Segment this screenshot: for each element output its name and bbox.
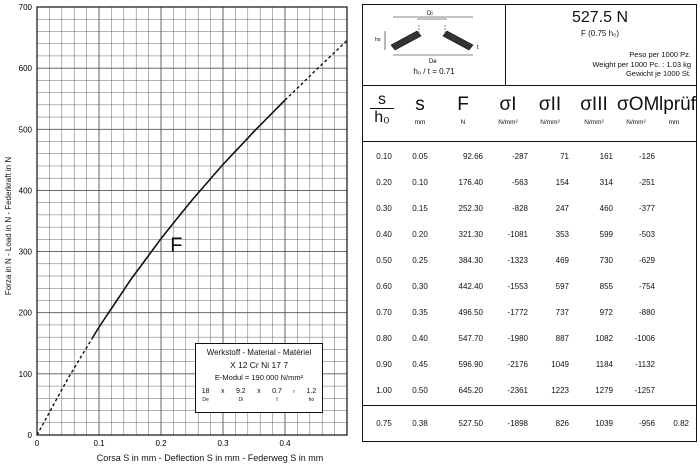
- dimension-item: [236, 388, 246, 404]
- material-box: [195, 343, 323, 413]
- table-cell: -503: [638, 230, 655, 239]
- series-label-f: F: [170, 234, 183, 257]
- table-row: [363, 306, 696, 324]
- header-cell: [405, 85, 435, 141]
- table-row: [363, 202, 696, 220]
- y-tick-label: 600: [18, 64, 32, 74]
- y-tick-label: 0: [27, 431, 32, 440]
- table-cell: 0.20: [376, 178, 392, 187]
- table-row: [363, 332, 696, 350]
- dimension-value: 9.2: [235, 388, 246, 395]
- y-tick-label: 500: [18, 125, 32, 135]
- material-title: Werkstoff - Material - Matériel: [206, 348, 312, 357]
- table-row: [363, 280, 696, 298]
- table-cell: 0.38: [412, 419, 428, 428]
- dimension-value: x: [257, 388, 261, 395]
- table-cell: 252.30: [458, 204, 483, 213]
- table-cell: -1898: [507, 419, 528, 428]
- nominal-force-sub: F (0.75 h₀): [581, 29, 619, 38]
- table-cell: 0.75: [376, 419, 392, 428]
- table-cell: 1223: [551, 386, 569, 395]
- table-cell: 0.20: [412, 230, 428, 239]
- dimension-item: [202, 388, 210, 404]
- table-cell: 855: [599, 282, 613, 291]
- dimension-value: 1.2: [306, 388, 317, 395]
- table-cell: -377: [638, 204, 655, 213]
- table-cell: 321.30: [458, 230, 483, 239]
- table-row: [363, 228, 696, 246]
- table-cell: 1049: [551, 360, 569, 369]
- y-tick-label: 700: [18, 3, 32, 12]
- table-cell: 0.10: [412, 178, 428, 187]
- table-cell: 71: [560, 152, 569, 161]
- header-unit: N: [460, 119, 466, 126]
- table-cell: -1980: [507, 334, 528, 343]
- dimension-symbol: De: [202, 397, 209, 403]
- table-cell: 730: [599, 256, 613, 265]
- table-cell: 460: [599, 204, 613, 213]
- table-cell: 442.40: [458, 282, 483, 291]
- table-cell: 0.82: [673, 419, 689, 428]
- header-cell: [617, 85, 660, 141]
- table-cell: 496.50: [458, 308, 483, 317]
- x-tick-label: 0.4: [279, 439, 291, 448]
- table-cell: -287: [511, 152, 528, 161]
- dimension-symbol: Di: [238, 397, 244, 403]
- table-cell: -1132: [635, 360, 655, 369]
- table-cell: 1279: [595, 386, 613, 395]
- header-symbol: σII: [538, 94, 562, 115]
- dimension-value: 18: [201, 388, 210, 395]
- table-row: [363, 254, 696, 272]
- dimension-symbol: t: [276, 397, 278, 403]
- table-row: [363, 176, 696, 194]
- header-unit: N/mm²: [584, 119, 604, 126]
- table-cell: -1006: [634, 334, 655, 343]
- table-cell: 92.66: [462, 152, 483, 161]
- header-symbol: σIII: [580, 94, 608, 115]
- table-cell: 1.00: [376, 386, 392, 395]
- table-cell: -1323: [507, 256, 528, 265]
- table-cell: 0.40: [376, 230, 392, 239]
- dimension-item: [221, 388, 225, 404]
- material-grade: X 12 Cr Ni 17 7: [229, 360, 289, 370]
- x-axis-label: Corsa S in mm - Deflection S in mm - Federweg S in mm: [96, 453, 324, 463]
- x-tick-label: 0.2: [155, 439, 167, 448]
- header-cell: [575, 85, 613, 141]
- spec-header: [363, 5, 696, 86]
- y-tick-label: 300: [18, 247, 32, 257]
- table-cell: -2361: [507, 386, 528, 395]
- table-row: [363, 150, 696, 168]
- table-row: [363, 417, 696, 435]
- spec-panel: [362, 4, 697, 442]
- header-symbol: σOM: [617, 94, 660, 115]
- table-cell: 972: [599, 308, 613, 317]
- table-cell: 0.30: [376, 204, 392, 213]
- x-tick-label: 0.3: [217, 439, 229, 448]
- table-cell: 0.40: [412, 334, 428, 343]
- table-cell: 0.10: [376, 152, 392, 161]
- table-cell: 384.30: [458, 256, 483, 265]
- gewicht-label: Gewicht je 1000 St.: [625, 69, 691, 78]
- table-cell: 0.30: [412, 282, 428, 291]
- table-cell: 0.15: [412, 204, 428, 213]
- table-row: [363, 384, 696, 402]
- table-cell: 0.35: [412, 308, 428, 317]
- header-unit: mm: [668, 119, 680, 126]
- y-tick-label: 200: [18, 308, 32, 318]
- dimension-list: [196, 388, 322, 404]
- table-cell: 737: [555, 308, 569, 317]
- header-cell: [443, 85, 483, 141]
- dimension-item: [272, 388, 282, 404]
- table-row: [363, 358, 696, 376]
- table-cell: -251: [638, 178, 655, 187]
- table-nominal-row: [363, 405, 696, 442]
- t-label: t: [477, 45, 479, 51]
- table-cell: 887: [555, 334, 569, 343]
- table-cell: -629: [638, 256, 655, 265]
- table-cell: 826: [555, 419, 569, 428]
- table-cell: 247: [555, 204, 569, 213]
- peso-label: Peso per 1000 Pz.: [629, 50, 691, 59]
- table-cell: 176.40: [458, 178, 483, 187]
- table-cell: 0.80: [376, 334, 392, 343]
- header-symbol: lprüf: [659, 94, 696, 115]
- weight-label: Weight per 1000 Pc. : 1.03 kg: [592, 59, 691, 69]
- table-cell: 1082: [595, 334, 613, 343]
- table-cell: 0.45: [412, 360, 428, 369]
- table-cell: 469: [555, 256, 569, 265]
- table-cell: 0.05: [412, 152, 428, 161]
- table-cell: -1257: [634, 386, 655, 395]
- header-cell: [488, 85, 528, 141]
- x-tick-label: 0.1: [93, 439, 105, 448]
- dimension-item: [293, 388, 295, 404]
- table-cell: 314: [599, 178, 613, 187]
- dimension-item: [257, 388, 261, 404]
- header-cell: [531, 85, 569, 141]
- dimension-symbol: ho: [308, 397, 315, 403]
- material-modulus: E-Modul = 190 000 N/mm²: [214, 373, 304, 382]
- header-symbol: σI: [499, 94, 517, 115]
- table-cell: 645.20: [458, 386, 483, 395]
- table-cell: 0.50: [412, 386, 428, 395]
- table-cell: 0.70: [376, 308, 392, 317]
- dimension-symbol: r: [293, 389, 296, 395]
- header-symbol: s: [415, 94, 425, 115]
- table-cell: -1081: [507, 230, 528, 239]
- table-cell: 0.90: [376, 360, 392, 369]
- table-cell: 547.70: [458, 334, 483, 343]
- table-cell: 353: [555, 230, 569, 239]
- y-tick-label: 400: [18, 186, 32, 196]
- x-tick-label: 0: [34, 439, 40, 448]
- table-cell: 599: [599, 230, 613, 239]
- dimension-item: [306, 388, 316, 404]
- dimension-value: 0.7: [272, 388, 282, 395]
- table-cell: -754: [638, 282, 655, 291]
- table-cell: -126: [638, 152, 655, 161]
- weight-info: [513, 50, 691, 79]
- header-symbol: F: [457, 94, 469, 115]
- table-cell: 0.50: [376, 256, 392, 265]
- table-cell: -2176: [507, 360, 528, 369]
- ho-label: ho: [375, 37, 381, 43]
- table-cell: 1184: [595, 360, 613, 369]
- table-cell: -956: [638, 419, 655, 428]
- table-cell: -880: [638, 308, 655, 317]
- curve-dashed-end: [285, 41, 347, 101]
- table-cell: 1039: [595, 419, 613, 428]
- header-cell: [659, 85, 696, 141]
- table-cell: 597: [555, 282, 569, 291]
- table-cell: -563: [511, 178, 528, 187]
- header-unit: mm: [414, 119, 426, 126]
- nominal-force: 527.5 N: [571, 9, 629, 26]
- header-unit: N/mm²: [626, 119, 646, 126]
- ratio-text: h₀ / t = 0.71: [413, 67, 455, 76]
- table-cell: 0.25: [412, 256, 428, 265]
- di-label: Di: [427, 11, 433, 17]
- disc-spring-icon: [385, 17, 473, 55]
- table-cell: -1553: [507, 282, 528, 291]
- table-cell: 596.90: [458, 360, 483, 369]
- y-tick-label: 100: [18, 369, 32, 379]
- table-cell: 154: [555, 178, 569, 187]
- table-cell: 161: [599, 152, 613, 161]
- header-unit: N/mm²: [540, 119, 560, 126]
- table-cell: 0.60: [376, 282, 392, 291]
- table-header: [363, 85, 696, 142]
- curve-solid: [93, 100, 285, 337]
- y-axis-label: Forza in N - Load in N - Federkraft in N: [4, 156, 13, 296]
- de-label: De: [429, 59, 437, 65]
- header-unit: N/mm²: [498, 119, 518, 126]
- table-cell: -828: [511, 204, 528, 213]
- table-cell: -1772: [507, 308, 528, 317]
- table-cell: 527.50: [458, 419, 483, 428]
- header-s-over-h0: $\frac{s}{\text{h₀}}$: [363, 91, 401, 126]
- dimension-value: x: [221, 388, 225, 395]
